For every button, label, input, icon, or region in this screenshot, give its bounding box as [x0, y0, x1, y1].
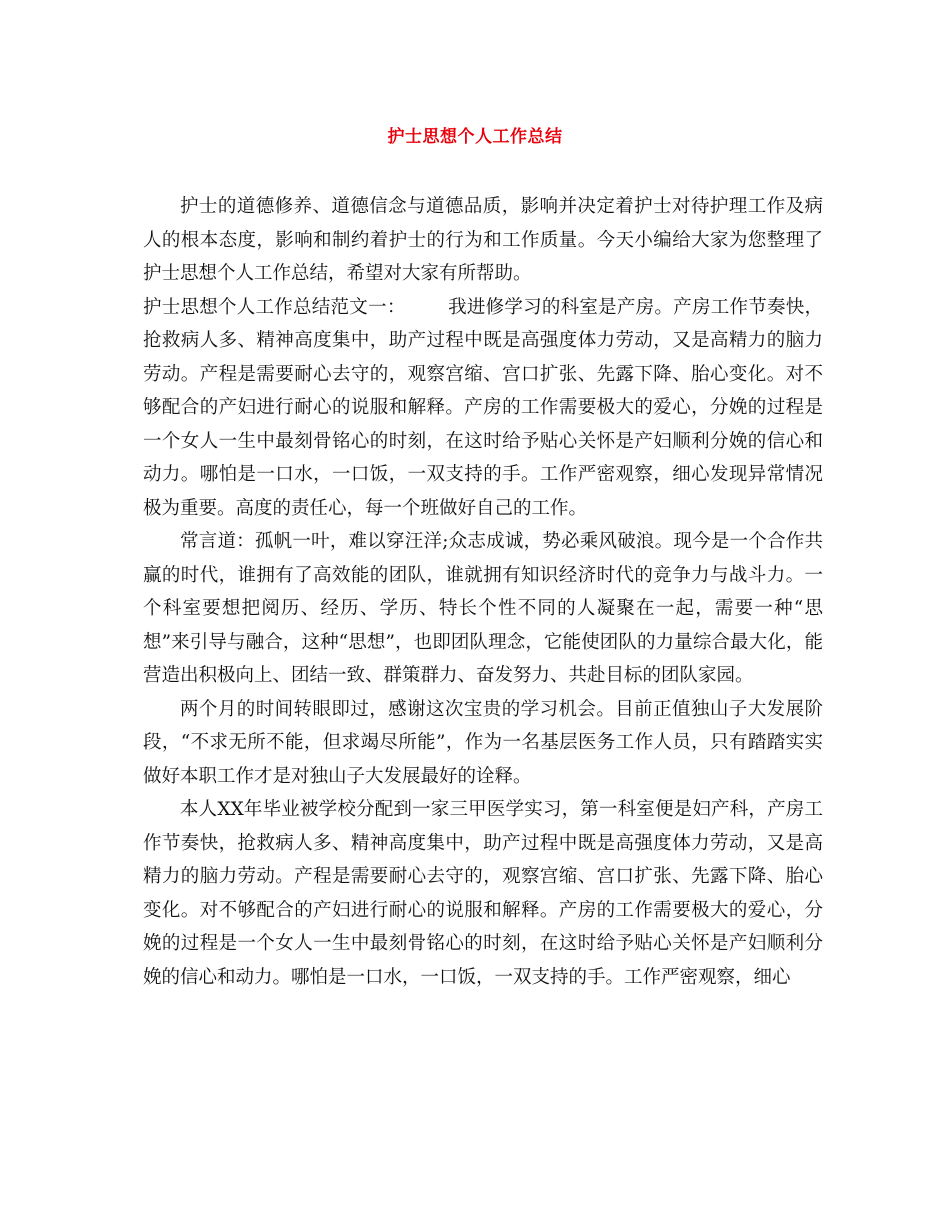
section-one-paragraph — [143, 291, 823, 526]
document-body — [143, 190, 823, 994]
teamwork-paragraph: 常言道：孤帆一叶，难以穿汪洋;众志成诚，势必乘风破浪。现今是一个合作共赢的时代，谁拥有了高效能的团队，谁就拥有知识经济时代的竞争力与战斗力。一个科室要想把阅历、经历、学历、特长个性不同的人凝聚在一起，需要一种“思想”来引导与融合，这种“思想”，也即团队理念，它能使团队的力量综合最大化，能营造出积极向上、团结一致、群策群力、奋发努力、共赴目标的团队家园。 — [143, 531, 823, 686]
document-title: 护士思想个人工作总结 — [387, 127, 563, 147]
experience-paragraph: 本人XX年毕业被学校分配到一家三甲医学实习，第一科室便是妇产科，产房工作节奏快，抢救病人多、精神高度集中，助产过程中既是高强度体力劳动，又是高精力的脑力劳动。产程是需要耐心去守的，观察宫缩、宫口扩张、先露下降、胎心变化。对不够配合的产妇进行耐心的说服和解释。产房的工作需要极大的爱心，分娩的过程是一个女人一生中最刻骨铭心的时刻，在这时给予贴心关怀是产妇顺利分娩的信心和动力。哪怕是一口水，一口饭，一双支持的手。工作严密观察，细心 — [143, 799, 823, 988]
section-heading: 护士思想个人工作总结范文一： — [143, 296, 406, 318]
gratitude-paragraph: 两个月的时间转眼即过，感谢这次宝贵的学习机会。目前正值独山子大发展阶段，“不求无所不能，但求竭尽所能”，作为一名基层医务工作人员，只有踏踏实实做好本职工作才是对独山子大发展最好的诠释。 — [143, 698, 823, 787]
section-one-text: 我进修学习的科室是产房。产房工作节奏快，抢救病人多、精神高度集中，助产过程中既是高强度体力劳动，又是高精力的脑力劳动。产程是需要耐心去守的，观察宫缩、宫口扩张、先露下降、胎心变化。对不够配合的产妇进行耐心的说服和解释。产房的工作需要极大的爱心，分娩的过程是一个女人一生中最刻骨铭心的时刻，在这时给予贴心关怀是产妇顺利分娩的信心和动力。哪怕是一口水，一口饭，一双支持的手。工作严密观察，细心发现异常情况极为重要。高度的责任心，每一个班做好自己的工作。 — [143, 296, 823, 519]
intro-paragraph: 护士的道德修养、道德信念与道德品质，影响并决定着护士对待护理工作及病人的根本态度，影响和制约着护士的行为和工作质量。今天小编给大家为您整理了护士思想个人工作总结，希望对大家有所帮助。 — [143, 196, 823, 284]
